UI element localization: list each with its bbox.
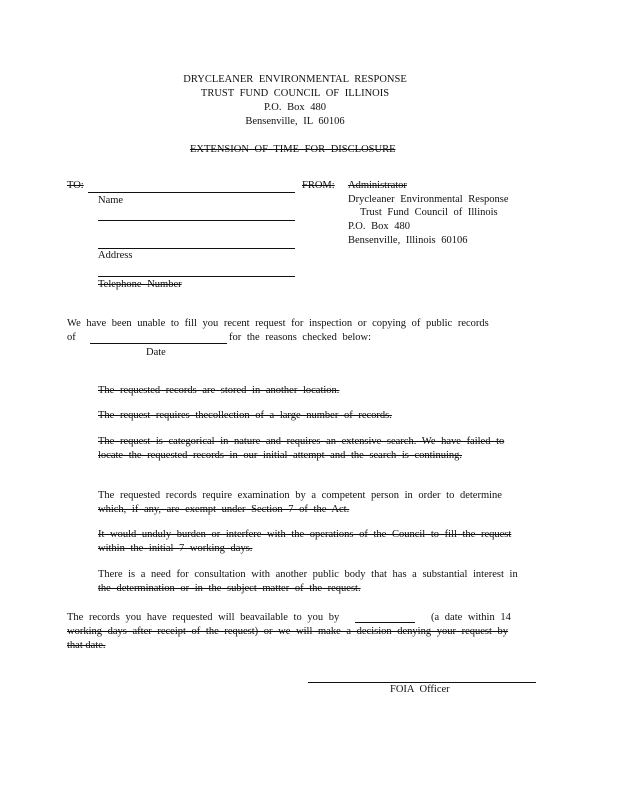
- reason-4-line-1: The requested records require examination by a competent person in order to determine: [98, 490, 502, 501]
- header-line-4: Bensenville, IL 60106: [245, 116, 345, 127]
- from-line-2: Drycleaner Environmental Response: [348, 194, 509, 205]
- from-line-3: Trust Fund Council of Illinois: [360, 207, 498, 218]
- to-label: TO:: [67, 180, 84, 191]
- date-label: Date: [146, 347, 166, 358]
- header-line-1: DRYCLEANER ENVIRONMENTAL RESPONSE: [183, 74, 407, 85]
- header-line-2: TRUST FUND COUNCIL OF ILLINOIS: [200, 88, 390, 99]
- reason-1: The requested records are stored in another location.: [98, 385, 340, 396]
- telephone-line: [98, 276, 295, 277]
- reason-3-line-2: locate the requested records in our initial attempt and the search is continuing.: [98, 450, 463, 461]
- name-line: [98, 220, 295, 221]
- address-line: [98, 248, 295, 249]
- reason-3-line-1: The request is categorical in nature and requires an extensive search. We have failed to: [98, 436, 505, 447]
- reason-5-line-1: It would unduly burden or interfere with the operations of the Council to fill the request: [98, 529, 512, 540]
- from-line-5: Bensenville, Illinois 60106: [348, 235, 468, 246]
- name-label: Name: [98, 195, 124, 206]
- document-title: EXTENSION OF TIME FOR DISCLOSURE: [190, 144, 396, 155]
- reason-4-line-2: which, if any, are exempt under Section 7 of the Act.: [98, 504, 350, 515]
- telephone-label: Telephone Number: [98, 279, 182, 290]
- reason-6-line-1: There is a need for consultation with another public body that has a substantial interest in: [98, 569, 518, 580]
- closing-line-3: that date.: [67, 640, 106, 651]
- from-line-1: Administrator: [348, 180, 407, 191]
- reason-2: The request requires thecollection of a large number of records.: [98, 410, 392, 421]
- availability-date-line: [355, 622, 415, 623]
- signature-label: FOIA Officer: [390, 684, 450, 695]
- closing-line-1-tail: (a date within 14: [431, 612, 511, 623]
- to-line: [88, 192, 295, 193]
- reason-6-line-2: the determination or in the subject matter of the request.: [98, 583, 361, 594]
- address-label: Address: [98, 250, 133, 261]
- intro-line-1: We have been unable to fill you recent request for inspection or copying of public records: [67, 318, 489, 329]
- from-label: FROM:: [302, 180, 335, 191]
- date-line: [90, 343, 227, 344]
- from-line-4: P.O. Box 480: [348, 221, 411, 232]
- intro-reasons-text: for the reasons checked below:: [229, 332, 372, 343]
- closing-line-2: working days after receipt of the request) or we will make a decision denying your request by: [67, 626, 509, 637]
- reason-5-line-2: within the initial 7 working days.: [98, 543, 253, 554]
- signature-line: [308, 682, 536, 683]
- intro-of-label: of: [67, 332, 76, 343]
- closing-line-1: The records you have requested will beavailable to you by: [67, 612, 340, 623]
- header-line-3: P.O. Box 480: [263, 102, 326, 113]
